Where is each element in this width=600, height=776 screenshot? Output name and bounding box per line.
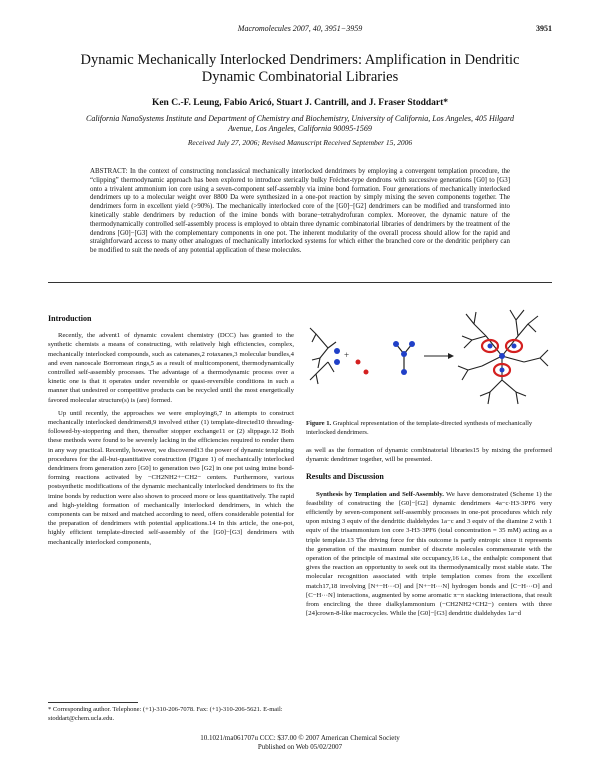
- footnote-divider: [48, 702, 138, 703]
- results-heading: Results and Discussion: [306, 472, 384, 482]
- caption-label: Figure 1.: [306, 420, 332, 427]
- figure-1: [306, 300, 552, 412]
- received-dates: Received July 27, 2006; Revised Manuscript Received September 15, 2006: [187, 138, 413, 147]
- macrocycle-components: [356, 360, 369, 375]
- abstract: ABSTRACT: In the context of constructing nonclassical mechanically interlocked dendrimers by employing a convergent templation procedure, the “clipping” thermodynamic approach has been explored to introduce sterically bulky Fréchet-type dendrons with successive generations [G0] to [G3] onto a trivalent ammonium ion core using a seven-component self-assembly via imine bond formation. Four generations of mechanically interlocked dendrimers up to a molecular weight over 8800 Da were synthesized in a one-pot reaction by simply mixing the seven components together. The dendrimers form in excellent yield (>90%). The mechanically interlocked core of the [G0]−[G2] dendrimers can be modified and transformed into kinetically stable dendrimers by reduction of the imine bonds with borane−tetrahydrofuran complex. Moreover, the dynamic nature of the thermodynamically controlled self-assembly process is employed to obtain three dynamic combinatorial libraries of dendrimers by the treatment of the dendrons [G0]−[G3] with the complementary components in one pot. The inherent modularity of the overall process should allow for the rapid and straightforward access to many other analogues of mechanically interlocked systems for which either the branched core or the dendritic periphery can be modified to suit the needs of any potential application of these molecules.: [90, 168, 510, 255]
- intro-paragraph-2: Up until recently, the approaches we were employing6,7 in attempts to construct mechanically interlocked dendrimers8,9 involved either (1) template-directed10 threading-followed-by-stoppering and then, thereafter stopper exchange11 or (2) slippage.12 Both these methods were found to be severely lacking in the efficiencies required to render them in any way practical. Recently, however, we discovered13 the power of dynamic templating procedures for the all-but-quantitative construction (Figure 1) of mechanically interlocked dendrimers from generation zero [G0] to generation two [G2] in one pot using imine bond-forming reactions activated by −CH2NH2+−CH2− centers. Furthermore, various postsynthetic modifications of the dynamic mechanically interlocked dendrimers to fix the imine bonds by reduction were also shown to proceed more or less quantitatively. The rapid and high-yielding formation of mechanically interlocked dendrimers, in which the components can be mixed and matched according to need, offers considerable potential for the preparation of dendrimers with potential applications.14 In this article, the one-pot, highly efficient template-directed self-assembly of the [G0]−[G3] dendrimers with mechanically interlocked components,: [48, 409, 294, 546]
- figure-caption: [306, 420, 552, 437]
- section-divider: [48, 282, 552, 283]
- svg-text:+: +: [344, 350, 350, 360]
- journal-header: Macromolecules 2007, 40, 3951−3959: [237, 24, 363, 33]
- intro-continuation: as well as the formation of dynamic combinatorial libraries15 by mixing the preformed dynamic dendrimer together, will be presented.: [306, 447, 552, 464]
- synthesis-subheading: Synthesis by Templation and Self-Assembly.: [316, 490, 444, 498]
- trisammonium-core: [393, 341, 415, 375]
- ammonium-centers: [488, 344, 517, 373]
- left-column: [48, 314, 294, 551]
- page-footer: [0, 734, 600, 752]
- author-list: Ken C.-F. Leung, Fabio Aricó, Stuart J. Cantrill, and J. Fraser Stoddart*: [151, 98, 449, 108]
- introduction-heading: Introduction: [48, 314, 92, 323]
- doi-line: 10.1021/ma061707u CCC: $37.00 © 2007 American Chemical Society: [200, 734, 400, 742]
- right-column: [306, 446, 552, 622]
- affiliation: California NanoSystems Institute and Department of Chemistry and Biochemistry, University of California, Los Angeles, 405 Hilgard Avenue, Los Angeles, California 90095-1569: [86, 114, 514, 133]
- results-text: We have demonstrated (Scheme 1) the feasibility of constructing the [G0]−[G2] dynamic dendrimers 4a−c·H3·3PF6 very efficiently by seven-component self-assembly processes in one-pot procedures which rely upon mixing 3 equiv of the dendritic dialdehydes 1a−c and 3 equiv of the diamine 2 with 1 equiv of the trisammonium ion core 3-H3·3PF6 (total concentration = 35 mM) acting as a triple template.13 The driving force for this outcome is partly entropic since it represents the generation of the maximum number of discrete molecules commensurate with the operation of the principle of maximal site occupancy,16 i.e., the enthalpic component that gives the reaction an opportunity to seek out its thermodynamically most stable state. The molecular recognition associated with triple templation comes from the excellent match17,18 involving [N+−H···O] and [N+−H···N] hydrogen bonds and [C−H···O] and [C−H···N] interactions, augmented by some aromatic π−π stacking interactions, that result from encircling the three dialkylammonium (−CH2NH2+CH2−) centers with three [24]crown-8-like macrocycles. While the [G0]−[G3] dendritic dialdehydes 1a−d: [306, 490, 552, 618]
- published-line: Published on Web 05/02/2007: [257, 743, 343, 751]
- dendrimer-schematic: [306, 300, 552, 412]
- corresponding-author-footnote: * Corresponding author. Telephone: (+1)-310-206-7078. Fax: (+1)-310-206-5621. E-mail: stoddart@chem.ucla.edu.: [48, 706, 283, 722]
- arrow-head-icon: [448, 353, 454, 359]
- page-number: 3951: [536, 24, 552, 33]
- dendron-left: [310, 328, 340, 384]
- results-paragraph: [306, 490, 552, 619]
- intro-paragraph-1: Recently, the advent1 of dynamic covalent chemistry (DCC) has granted to the synthetic chemists a means of constructing, with relatively high efficiencies, complex, mechanically interlocked compounds, such as catenanes,2 rotaxanes,3 molecular bundles,4 and even nanoscale Borromean rings,5 as a result of multicomponent, thermodynamically controlled self-assembly processes. The advantage of a thermodynamic process over a kinetic one is that it operates under reversible or quasi-reversible conditions in such a manner that undesired or competitive products can be recycled until the most energetically favored molecular structure(s) is (are) formed.: [48, 332, 294, 404]
- caption-text: Graphical representation of the template-directed synthesis of mechanically interlocked dendrimers.: [306, 420, 533, 436]
- article-title: Dynamic Mechanically Interlocked Dendrimers: Amplification in Dendritic Dynamic Combinatorial Libraries: [80, 52, 520, 85]
